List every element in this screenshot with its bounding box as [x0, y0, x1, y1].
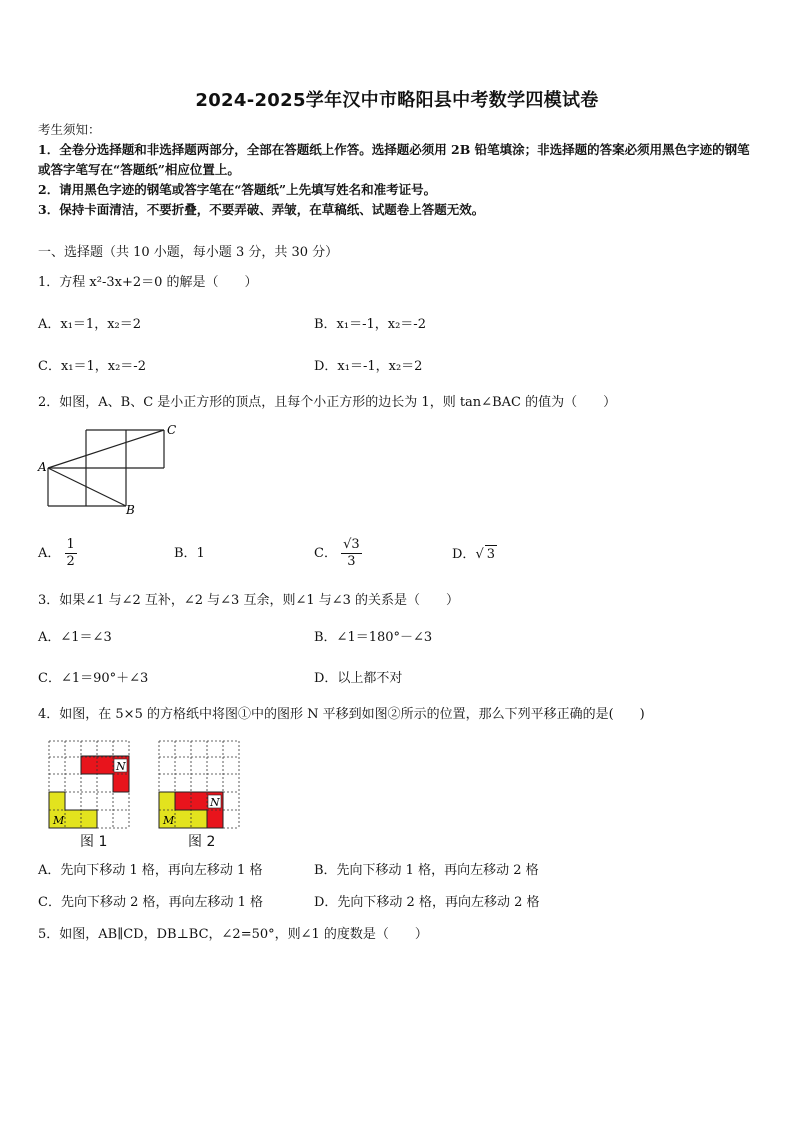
question-2-option-d: D．√ 3: [452, 547, 496, 562]
question-4-figure-1: [48, 740, 132, 832]
notice-item-3: 3．保持卡面清洁，不要折叠，不要弄破、弄皱，在草稿纸、试题卷上答题无效。: [38, 202, 485, 217]
figure-1-caption: 图 1: [80, 834, 108, 850]
question-2-grid-figure: [36, 420, 186, 520]
point-b-label: B: [126, 503, 135, 517]
shape-n-label: N: [116, 760, 126, 773]
question-4-stem: 4．如图，在 5×5 的方格纸中将图①中的图形 N 平移到如图②所示的位置，那么下列平移正确的是( ): [38, 707, 645, 722]
point-c-label: C: [167, 423, 177, 437]
option-c-fraction: [341, 537, 362, 570]
fraction-denominator: 2: [66, 554, 75, 569]
option-c-prefix: C．: [314, 546, 337, 561]
question-3-option-d: D．以上都不对: [314, 671, 403, 686]
section-heading: 一、选择题（共 10 小题，每小题 3 分，共 30 分）: [38, 245, 339, 260]
sqrt-radicand: 3: [486, 547, 496, 562]
option-d-prefix: D．: [452, 547, 476, 562]
question-1-stem: 1．方程 x²-3x+2＝0 的解是（ ）: [38, 275, 258, 290]
shape-m-label: M: [53, 814, 65, 827]
question-3-option-c: C．∠1＝90°＋∠3: [38, 671, 149, 686]
fraction-numerator: √3: [343, 537, 360, 552]
point-a-label: A: [38, 460, 47, 474]
question-3-option-b: B．∠1＝180°－∠3: [314, 630, 433, 645]
notice-item-2: 2．请用黑色字迹的钢笔或答字笔在“答题纸”上先填写姓名和准考证号。: [38, 182, 437, 197]
question-1-option-c: C．x₁＝1，x₂＝-2: [38, 359, 146, 374]
question-4-option-d: D．先向下移动 2 格，再向左移动 2 格: [314, 895, 540, 910]
question-2-option-a: [38, 534, 77, 574]
question-2-option-c: [314, 534, 362, 574]
fraction-denominator: 3: [347, 554, 356, 569]
notice-block: [38, 120, 758, 220]
exam-title: 2024-2025学年汉中市略阳县中考数学四模试卷: [195, 90, 599, 111]
question-3-stem: 3．如果∠1 与∠2 互补，∠2 与∠3 互余，则∠1 与∠3 的关系是（ ）: [38, 593, 460, 608]
shape-n-label: N: [210, 796, 220, 809]
question-2-option-b: B．1: [174, 546, 205, 561]
question-4-option-a: A．先向下移动 1 格，再向左移动 1 格: [38, 863, 263, 878]
shape-m-label: M: [163, 814, 175, 827]
option-a-fraction: [65, 537, 77, 570]
notice-item-1: 1．全卷分选择题和非选择题两部分，全部在答题纸上作答。选择题必须用 2B 铅笔填涂；非选择题的答案必须用黑色字迹的钢笔或答字笔写在“答题纸”相应位置上。: [38, 142, 750, 177]
question-4-figure-2: [158, 740, 242, 832]
figure-2-caption: 图 2: [188, 834, 216, 850]
question-1-option-a: A．x₁＝1，x₂＝2: [38, 317, 142, 332]
question-5-stem: 5．如图，AB∥CD，DB⊥BC，∠2=50°，则∠1 的度数是（ ）: [38, 927, 428, 942]
question-1-option-b: B．x₁＝-1，x₂＝-2: [314, 317, 426, 332]
question-3-option-a: A．∠1＝∠3: [38, 630, 112, 645]
notice-heading: 考生须知：: [38, 122, 101, 137]
fraction-numerator: 1: [66, 537, 75, 552]
option-a-prefix: A．: [38, 546, 61, 561]
question-1-option-d: D．x₁＝-1，x₂＝2: [314, 359, 423, 374]
question-4-option-b: B．先向下移动 1 格，再向左移动 2 格: [314, 863, 539, 878]
question-4-option-c: C．先向下移动 2 格，再向左移动 1 格: [38, 895, 264, 910]
question-2-stem: 2．如图，A、B、C 是小正方形的顶点，且每个小正方形的边长为 1，则 tan∠BAC 的值为（ ）: [38, 395, 617, 410]
